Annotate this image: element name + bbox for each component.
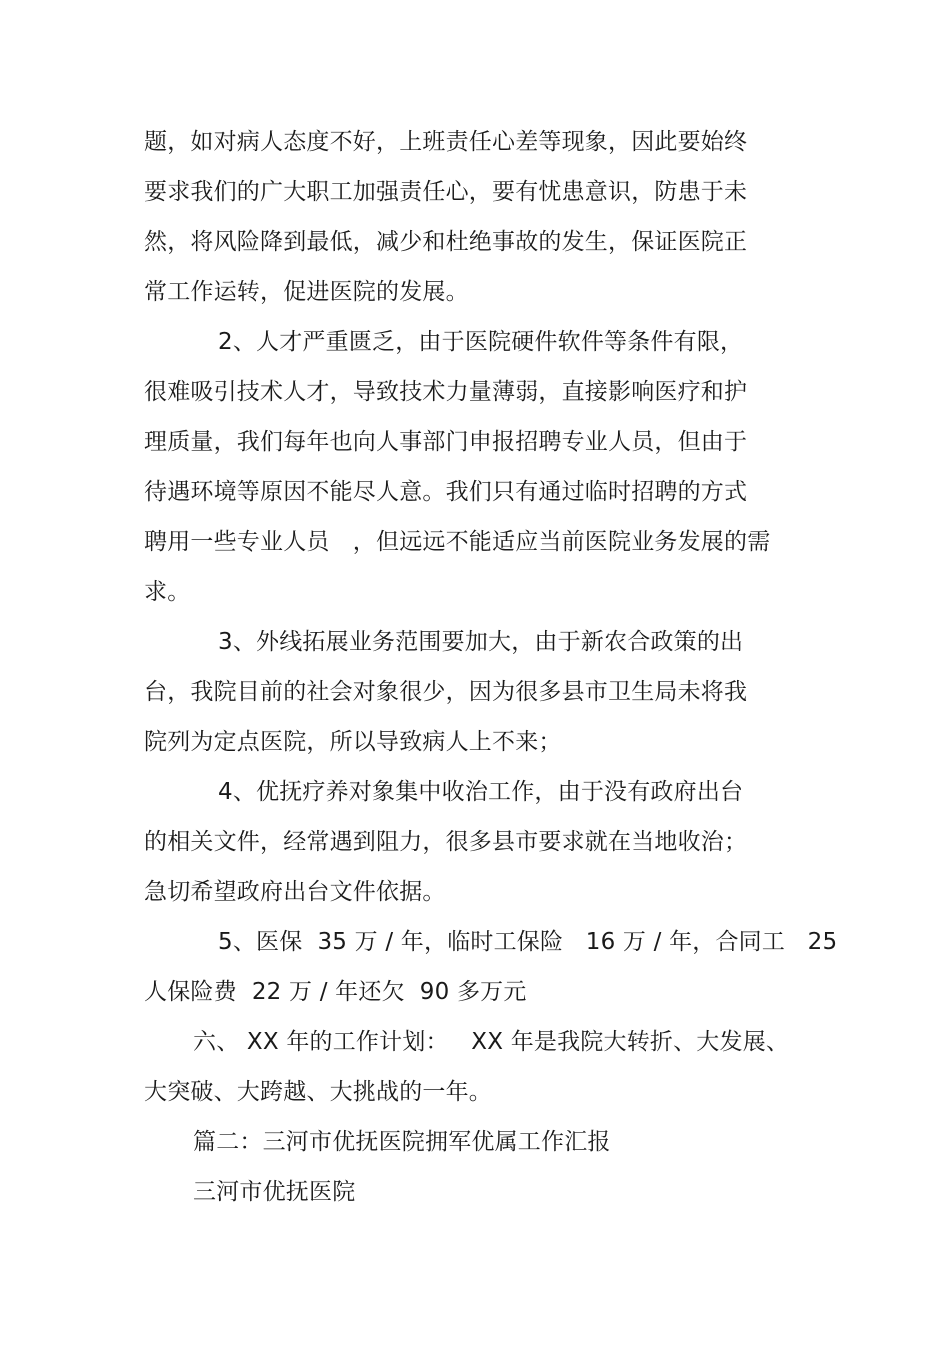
text-line: 急切希望政府出台文件依据。 — [144, 879, 446, 905]
text-line: 台，我院目前的社会对象很少，因为很多县市卫生局未将我 — [144, 679, 748, 705]
organization-name: 三河市优抚医院 — [193, 1179, 356, 1205]
text-line: 聘用一些专业人员 ，但远远不能适应当前医院业务发展的需 — [144, 529, 771, 555]
text-line: 常工作运转，促进医院的发展。 — [144, 279, 469, 305]
text-line: 待遇环境等原因不能尽人意。我们只有通过临时招聘的方式 — [144, 479, 748, 505]
text-line: 大突破、大跨越、大挑战的一年。 — [144, 1079, 492, 1105]
text-line: 院列为定点医院，所以导致病人上不来； — [144, 729, 562, 755]
text-line: 2、人才严重匮乏，由于医院硬件软件等条件有限， — [218, 329, 744, 355]
text-line: 很难吸引技术人才，导致技术力量薄弱，直接影响医疗和护 — [144, 379, 748, 405]
text-line: 然，将风险降到最低，减少和杜绝事故的发生，保证医院正 — [144, 229, 748, 255]
text-line: 3、外线拓展业务范围要加大，由于新农合政策的出 — [218, 629, 744, 655]
text-line: 人保险费 22 万 / 年还欠 90 多万元 — [144, 979, 527, 1005]
text-line: 的相关文件，经常遇到阻力，很多县市要求就在当地收治； — [144, 829, 748, 855]
section-heading: 篇二：三河市优抚医院拥军优属工作汇报 — [193, 1129, 611, 1155]
text-line: 六、 XX 年的工作计划： XX 年是我院大转折、大发展、 — [193, 1029, 790, 1055]
text-line: 5、医保 35 万 / 年，临时工保险 16 万 / 年，合同工 25 — [218, 929, 838, 955]
text-line: 求。 — [144, 579, 191, 605]
text-line: 4、优抚疗养对象集中收治工作，由于没有政府出台 — [218, 779, 744, 805]
text-line: 题，如对病人态度不好，上班责任心差等现象，因此要始终 — [144, 129, 748, 155]
text-line: 要求我们的广大职工加强责任心，要有忧患意识，防患于未 — [144, 179, 748, 205]
text-line: 理质量，我们每年也向人事部门申报招聘专业人员，但由于 — [144, 429, 748, 455]
